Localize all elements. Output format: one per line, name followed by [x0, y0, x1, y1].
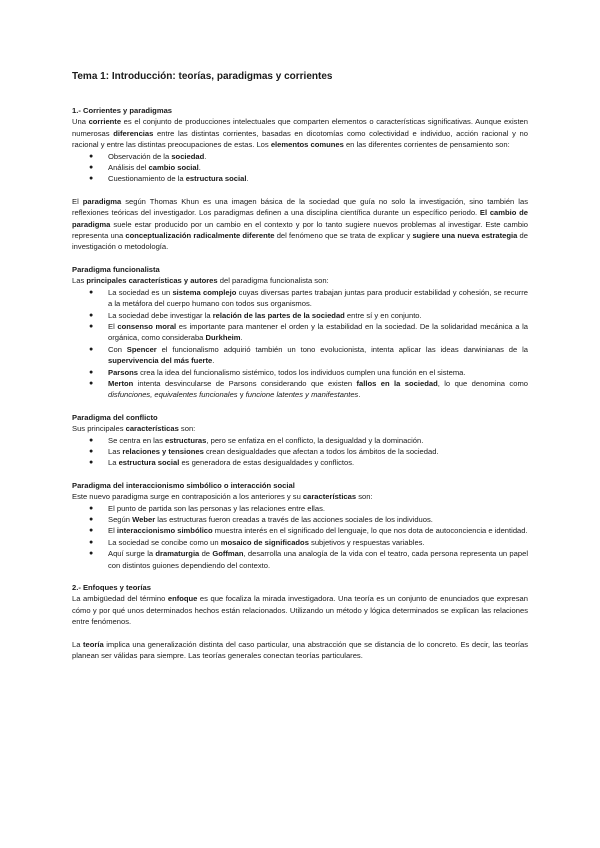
bullet-list-funcionalista: [72, 287, 528, 401]
text-run: es el conjunto de producciones intelectuales que comparten elementos o características significativas. Aunque existen numerosas: [72, 117, 528, 138]
text-run: implica una generalización distinta del caso particular, una abstracción que se distancia de lo concreto. Es decir, las teorías planean ser válidas para siempre. Las teorías generales conectan teorías particulares.: [72, 639, 528, 661]
bullet-icon: ●: [89, 368, 94, 376]
bullet-icon: ●: [89, 504, 94, 512]
bold-term: dramaturgia: [155, 549, 200, 559]
text-run: de investigación o metodología.: [72, 231, 528, 252]
bold-term: Spencer: [126, 344, 157, 354]
subsection-heading: Paradigma del conflicto: [72, 412, 158, 422]
bold-term: paradigma: [82, 196, 122, 206]
text-run: , desarrolla una analogía de la vida con el teatro, cada persona representa un papel con distintos guiones dependiendo del contexto.: [108, 549, 529, 570]
bold-term: sociedad: [171, 151, 205, 161]
text-run: La: [72, 639, 83, 649]
section-funcionalista: [72, 264, 528, 401]
paragraph-enfoque: [72, 593, 528, 627]
text-run: El: [72, 196, 83, 206]
text-run: intenta desvincularse de Parsons considerando que existen: [133, 378, 357, 388]
text-run: cuyas diversas partes trabajan juntas para producir estabilidad y cohesión, se recurre a la metáfora del cuerpo humano con todos sus organismos.: [108, 287, 529, 309]
paragraph-teoria: [72, 639, 528, 662]
bold-term: estructura social: [185, 174, 247, 184]
intro-text: [72, 275, 528, 286]
list-item: [72, 287, 528, 310]
list-item: [72, 525, 528, 536]
text-run: en las diferentes corrientes de pensamiento son:: [343, 140, 510, 150]
bold-term: consenso moral: [117, 321, 177, 331]
list-item: [72, 151, 528, 162]
text-run: y: [237, 390, 246, 400]
bold-term: principales características y autores: [86, 276, 218, 286]
bold-term: corriente: [88, 117, 122, 127]
text-run: La: [108, 458, 119, 468]
text-run: .: [204, 151, 207, 161]
list-item: [72, 446, 528, 457]
text-run: La ambigüedad del término: [72, 594, 168, 604]
text-run: son:: [178, 424, 196, 434]
bullet-icon: ●: [89, 322, 94, 330]
list-item: [72, 162, 528, 173]
text-run: Aquí surge la: [108, 549, 156, 559]
bold-term: características: [302, 492, 357, 502]
section-heading: 1.- Corrientes y paradigmas: [72, 106, 173, 115]
list-item: [72, 503, 528, 514]
text-run: es generadora de estas desigualdades y conflictos.: [179, 458, 355, 468]
list-item: [72, 435, 528, 446]
text-run: .: [240, 333, 243, 343]
bullet-icon: ●: [89, 164, 94, 172]
text-run: La sociedad se concibe como un: [108, 537, 221, 547]
list-item: [72, 310, 528, 321]
paragraph-paradigma: [72, 196, 528, 253]
bold-term: Goffman: [212, 549, 244, 559]
bold-term: El cambio de paradigma: [72, 208, 529, 229]
list-item: [72, 514, 528, 525]
bold-term: sistema complejo: [172, 287, 237, 297]
text-run: El: [108, 321, 118, 331]
text-run: crean desigualdades que afectan a todos los ámbitos de la sociedad.: [203, 446, 439, 456]
bold-term: teoría: [82, 639, 104, 649]
text-run: El punto de partida son las personas y las relaciones entre ellas.: [108, 503, 325, 513]
text-run: Una: [72, 117, 89, 127]
bold-term: elementos comunes: [270, 140, 344, 150]
intro-text: [72, 423, 528, 434]
text-run: las estructuras fueron creadas a través de las acciones sociales de los individuos.: [155, 515, 433, 524]
list-item: [72, 378, 528, 401]
text-run: según Thomas Khun es una imagen básica de la sociedad que guía no solo la investigación, sino también las reflexiones teóricas del investigador. Los paradigmas definen a una disciplina científica durante un específico periodo.: [72, 196, 528, 218]
text-run: entre las distintas corrientes, basadas en dicotomías como colectividad e individuo, acción racional y no racional y entre las distintas preocupaciones de estas. Los: [72, 128, 528, 150]
bold-term: Parsons: [108, 367, 138, 377]
text-run: El: [108, 526, 117, 536]
list-item: [72, 367, 528, 378]
bullet-icon: ●: [89, 447, 94, 455]
bullet-icon: ●: [89, 288, 94, 296]
bullet-icon: ●: [89, 152, 94, 160]
text-run: La sociedad debe investigar la: [108, 310, 213, 320]
text-run: de: [199, 549, 213, 559]
bold-term: supervivencia del más fuerte: [108, 356, 213, 366]
text-run: , lo que denomina como: [437, 378, 528, 388]
bold-term: conceptualización radicalmente diferente: [125, 231, 275, 241]
bold-term: Durkheim: [205, 333, 241, 343]
bold-term: relaciones y tensiones: [122, 446, 204, 456]
text-run: del paradigma funcionalista son:: [217, 276, 329, 286]
bold-term: estructuras: [165, 435, 207, 445]
text-run: entre sí y en conjunto.: [344, 310, 422, 320]
bullet-icon: ●: [89, 175, 94, 183]
bullet-icon: ●: [89, 527, 94, 535]
intro-text: [72, 491, 528, 502]
text-run: Análisis del: [108, 163, 149, 173]
text-run: del fenómeno que se trata de explicar y: [274, 231, 413, 241]
text-run: .: [358, 390, 361, 400]
text-run: es que focaliza la mirada investigadora. Una teoría es un conjunto de enunciados que expresan cómo y por qué unos determinados hechos están relacionados. Utilizando un método y lógica determinados se explican las relaciones entre fenómenos.: [72, 594, 529, 627]
text-run: son:: [356, 492, 373, 502]
text-run: subjetivos y respuestas variables.: [308, 537, 425, 547]
text-run: .: [246, 174, 249, 184]
section-heading: 2.- Enfoques y teorías: [72, 583, 151, 593]
text-run: Este nuevo paradigma surge en contraposición a los anteriores y su: [72, 492, 303, 502]
text-run: es importante para mantener el orden y la estabilidad en la sociedad. De la solidaridad mecánica a la orgánica, como consideraba: [108, 321, 528, 343]
text-run: Con: [108, 344, 127, 354]
italic-term: disfunciones, equivalentes funcionales: [108, 390, 238, 400]
text-run: .: [198, 163, 201, 173]
list-item: [72, 173, 528, 184]
subsection-heading: Paradigma funcionalista: [72, 264, 160, 274]
section-enfoques-teorias: [72, 582, 528, 661]
section-conflicto: [72, 412, 528, 469]
bullet-icon: ●: [89, 516, 94, 523]
subsection-heading: Paradigma del interaccionismo simbólico o interacción social: [72, 480, 295, 490]
bold-term: mosaico de significados: [220, 537, 309, 547]
paragraph-corriente: [72, 116, 528, 150]
bullet-list-conflicto: [72, 435, 528, 469]
bullet-icon: ●: [89, 345, 94, 353]
text-run: , pero se enfatiza en el conflicto, la desigualdad y la dominación.: [206, 435, 424, 445]
text-run: Observación de la: [108, 151, 172, 161]
text-run: Sus principales: [72, 424, 126, 434]
bold-term: enfoque: [167, 594, 198, 604]
text-run: Las: [108, 446, 123, 456]
bullet-icon: ●: [89, 311, 94, 319]
text-run: el funcionalismo adquirió también un tono evolucionista, intenta aplicar las ideas darwinianas de la: [156, 344, 529, 354]
document-title: Tema 1: Introducción: teorías, paradigmas y corrientes: [72, 71, 333, 82]
section-interaccionismo: [72, 480, 528, 571]
text-run: Las: [72, 276, 87, 286]
bold-term: Merton: [108, 378, 134, 388]
text-run: crea la idea del funcionalismo sistémico, todos los individuos cumplen una función en el sistema.: [137, 367, 466, 377]
bold-term: sugiere una nueva estrategia: [412, 231, 518, 241]
text-run: Según: [108, 515, 133, 524]
text-run: muestra interés en el significado del lenguaje, lo que nos dota de autoconciencia e identidad.: [212, 526, 528, 536]
text-run: Cuestionamiento de la: [108, 174, 186, 184]
bullet-icon: ●: [89, 436, 94, 444]
bold-term: características: [125, 424, 179, 434]
bold-term: Weber: [132, 515, 156, 524]
list-item: [72, 548, 528, 571]
bullet-icon: ●: [89, 538, 94, 546]
list-item: [72, 537, 528, 548]
bullet-icon: ●: [89, 459, 94, 467]
list-item: [72, 344, 528, 367]
bold-term: diferencias: [113, 128, 154, 138]
bold-term: estructura social: [118, 458, 180, 468]
bold-term: relación de las partes de la sociedad: [212, 310, 345, 320]
bullet-list-interaccionismo: [72, 503, 528, 571]
bullet-list-elementos-comunes: [72, 151, 528, 185]
list-item: [72, 457, 528, 468]
bold-term: interaccionismo simbólico: [116, 526, 213, 536]
list-item: [72, 321, 528, 344]
text-run: Se centra en las: [108, 435, 165, 445]
text-run: La sociedad es un: [108, 287, 173, 297]
bold-term: fallos en la sociedad: [356, 378, 438, 388]
italic-term: funcione latentes y manifestantes: [245, 390, 359, 400]
bullet-icon: ●: [89, 379, 94, 387]
bullet-icon: ●: [89, 550, 94, 558]
section-corrientes-paradigmas: [72, 105, 528, 253]
text-run: suele estar producido por un cambio en el contexto y por lo tanto sugiere nuevos problemas al investigar. Este cambio representa una: [72, 219, 528, 241]
bold-term: cambio social: [148, 163, 199, 173]
text-run: .: [212, 356, 215, 366]
